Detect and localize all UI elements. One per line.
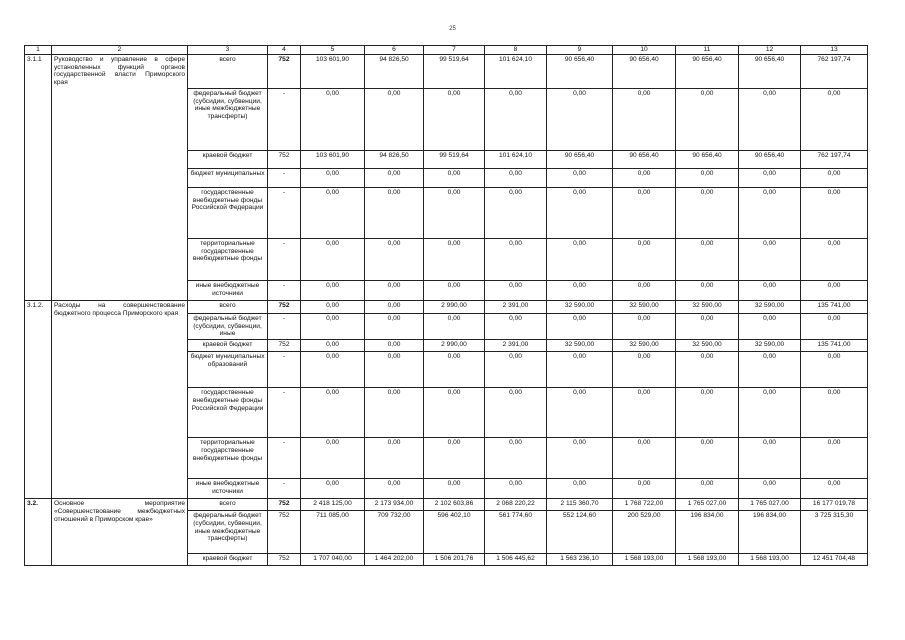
amount-cell: 0,00 [739, 388, 801, 438]
amount-cell: 552 124,60 [547, 511, 613, 554]
funding-source: федеральный бюджет (субсидии, субвенции, иные межбюджетные трансферты) [188, 511, 268, 554]
amount-cell: 0,00 [801, 238, 868, 280]
amount-cell: 596 402,10 [424, 511, 485, 554]
grbs-code: - [268, 479, 301, 499]
table-row [25, 300, 868, 313]
amount-cell: 90 656,40 [739, 150, 801, 168]
amount-cell: 0,00 [547, 479, 613, 499]
amount-cell: 0,00 [424, 313, 485, 339]
amount-cell: 709 732,00 [365, 511, 424, 554]
amount-cell: 0,00 [547, 313, 613, 339]
amount-cell: 90 656,40 [547, 54, 613, 88]
amount-cell: 762 197,74 [801, 150, 868, 168]
amount-cell: 196 834,00 [739, 511, 801, 554]
amount-cell: 0,00 [739, 88, 801, 150]
grbs-code: - [268, 187, 301, 238]
item-code: 3.2. [25, 499, 52, 566]
grbs-code: 752 [268, 54, 301, 88]
amount-cell: 0,00 [801, 313, 868, 339]
funding-source: краевой бюджет [188, 150, 268, 168]
amount-cell: 0,00 [301, 238, 365, 280]
amount-cell: 0,00 [485, 168, 547, 187]
amount-cell: 101 624,10 [485, 150, 547, 168]
amount-cell: 0,00 [676, 438, 739, 479]
item-code: 3.1.1 [25, 54, 52, 300]
amount-cell: 0,00 [365, 479, 424, 499]
header-cell-6: 6 [365, 46, 424, 55]
amount-cell: 0,00 [424, 479, 485, 499]
budget-table-body [25, 46, 868, 566]
amount-cell: 94 826,50 [365, 150, 424, 168]
amount-cell: 0,00 [301, 438, 365, 479]
grbs-code: - [268, 88, 301, 150]
amount-cell: 0,00 [424, 187, 485, 238]
amount-cell: 0,00 [676, 313, 739, 339]
amount-cell: 0,00 [424, 352, 485, 388]
amount-cell: 0,00 [547, 88, 613, 150]
amount-cell: 2 102 603,86 [424, 499, 485, 511]
funding-source: территориальные государственные внебюджетные фонды [188, 238, 268, 280]
amount-cell: 0,00 [739, 168, 801, 187]
header-cell-4: 4 [268, 46, 301, 55]
header-cell-5: 5 [301, 46, 365, 55]
amount-cell: 0,00 [301, 352, 365, 388]
amount-cell: 0,00 [739, 352, 801, 388]
amount-cell: 90 656,40 [676, 150, 739, 168]
header-cell-9: 9 [547, 46, 613, 55]
amount-cell: 0,00 [801, 280, 868, 300]
header-row [25, 46, 868, 55]
amount-cell: 0,00 [676, 168, 739, 187]
amount-cell: 0,00 [613, 438, 676, 479]
amount-cell: 1 765 027,00 [676, 499, 739, 511]
amount-cell: 2 391,00 [485, 300, 547, 313]
amount-cell: 12 451 704,48 [801, 554, 868, 566]
amount-cell: 0,00 [424, 168, 485, 187]
amount-cell: 0,00 [676, 388, 739, 438]
amount-cell: 0,00 [801, 187, 868, 238]
grbs-code: - [268, 168, 301, 187]
amount-cell: 0,00 [613, 280, 676, 300]
grbs-code: 752 [268, 554, 301, 566]
amount-cell: 32 590,00 [676, 340, 739, 352]
header-cell-3: 3 [188, 46, 268, 55]
amount-cell: 0,00 [485, 438, 547, 479]
funding-source: территориальные государственные внебюджетные фонды [188, 438, 268, 479]
header-cell-11: 11 [676, 46, 739, 55]
amount-cell: 0,00 [739, 479, 801, 499]
grbs-code: - [268, 438, 301, 479]
amount-cell: 1 765 027,00 [739, 499, 801, 511]
amount-cell: 1 506 445,62 [485, 554, 547, 566]
table-row [25, 499, 868, 511]
amount-cell: 103 601,90 [301, 54, 365, 88]
amount-cell: 0,00 [547, 388, 613, 438]
item-code: 3.1.2. [25, 300, 52, 498]
funding-source: иные внебюджетные источники [188, 479, 268, 499]
amount-cell: 90 656,40 [676, 54, 739, 88]
amount-cell: 3 725 315,30 [801, 511, 868, 554]
header-cell-2: 2 [52, 46, 188, 55]
amount-cell: 0,00 [801, 438, 868, 479]
grbs-code: - [268, 388, 301, 438]
amount-cell: 0,00 [365, 168, 424, 187]
amount-cell: 0,00 [301, 88, 365, 150]
amount-cell: 103 601,90 [301, 150, 365, 168]
grbs-code: 752 [268, 340, 301, 352]
amount-cell: 561 774,60 [485, 511, 547, 554]
amount-cell: 2 990,00 [424, 340, 485, 352]
amount-cell: 32 590,00 [547, 300, 613, 313]
amount-cell: 0,00 [547, 238, 613, 280]
amount-cell: 0,00 [485, 238, 547, 280]
amount-cell: 0,00 [739, 313, 801, 339]
amount-cell: 0,00 [739, 280, 801, 300]
amount-cell: 16 177 019,78 [801, 499, 868, 511]
table-row [25, 54, 868, 88]
budget-table [24, 45, 868, 566]
amount-cell: 1 568 193,00 [676, 554, 739, 566]
amount-cell: 32 590,00 [613, 340, 676, 352]
amount-cell: 0,00 [301, 300, 365, 313]
amount-cell: 0,00 [613, 238, 676, 280]
amount-cell: 1 568 193,00 [739, 554, 801, 566]
amount-cell: 0,00 [739, 438, 801, 479]
amount-cell: 0,00 [365, 352, 424, 388]
amount-cell: 99 519,64 [424, 54, 485, 88]
funding-source: иные внебюджетные источники [188, 280, 268, 300]
item-name: Основное мероприятие «Совершенствование межбюджетных отношений в Приморском крае» [52, 499, 188, 566]
amount-cell: 0,00 [485, 479, 547, 499]
amount-cell: 1 568 193,00 [613, 554, 676, 566]
amount-cell: 32 590,00 [676, 300, 739, 313]
funding-source: всего [188, 54, 268, 88]
grbs-code: 752 [268, 300, 301, 313]
header-cell-7: 7 [424, 46, 485, 55]
amount-cell: 90 656,40 [613, 54, 676, 88]
amount-cell: 0,00 [801, 479, 868, 499]
amount-cell: 0,00 [485, 88, 547, 150]
amount-cell: 0,00 [613, 313, 676, 339]
header-cell-8: 8 [485, 46, 547, 55]
amount-cell: 0,00 [301, 313, 365, 339]
header-cell-13: 13 [801, 46, 868, 55]
amount-cell: 0,00 [676, 280, 739, 300]
amount-cell: 32 590,00 [613, 300, 676, 313]
amount-cell: 2 173 934,00 [365, 499, 424, 511]
amount-cell: 0,00 [301, 340, 365, 352]
grbs-code: - [268, 352, 301, 388]
amount-cell: 0,00 [301, 280, 365, 300]
amount-cell: 0,00 [424, 438, 485, 479]
amount-cell: 2 068 220,22 [485, 499, 547, 511]
funding-source: бюджет муниципальных [188, 168, 268, 187]
amount-cell: 0,00 [301, 187, 365, 238]
item-name: Руководство и управление в сфере установленных функций органов государственной власти Приморского края [52, 54, 188, 300]
amount-cell: 0,00 [301, 388, 365, 438]
amount-cell: 762 197,74 [801, 54, 868, 88]
amount-cell: 90 656,40 [739, 54, 801, 88]
amount-cell: 0,00 [676, 238, 739, 280]
funding-source: государственные внебюджетные фонды Российской Федерации [188, 187, 268, 238]
header-cell-12: 12 [739, 46, 801, 55]
amount-cell: 0,00 [801, 388, 868, 438]
grbs-code: - [268, 280, 301, 300]
amount-cell: 0,00 [613, 168, 676, 187]
amount-cell: 99 519,64 [424, 150, 485, 168]
amount-cell: 1 707 040,00 [301, 554, 365, 566]
amount-cell: 0,00 [365, 300, 424, 313]
amount-cell: 0,00 [365, 280, 424, 300]
amount-cell: 94 826,50 [365, 54, 424, 88]
grbs-code: 752 [268, 150, 301, 168]
amount-cell: 0,00 [739, 238, 801, 280]
item-name: Расходы на совершенствование бюджетного процесса Приморского края [52, 300, 188, 498]
amount-cell: 32 590,00 [739, 340, 801, 352]
grbs-code: 752 [268, 511, 301, 554]
amount-cell: 1 768 722,00 [613, 499, 676, 511]
funding-source: государственные внебюджетные фонды Российской Федерации [188, 388, 268, 438]
amount-cell: 0,00 [676, 88, 739, 150]
amount-cell: 2 391,00 [485, 340, 547, 352]
amount-cell: 0,00 [613, 479, 676, 499]
amount-cell: 90 656,40 [547, 150, 613, 168]
funding-source: федеральный бюджет (субсидии, субвенции, иные межбюджетные трансферты) [188, 88, 268, 150]
amount-cell: 2 418 125,00 [301, 499, 365, 511]
amount-cell: 0,00 [424, 238, 485, 280]
amount-cell: 711 085,00 [301, 511, 365, 554]
amount-cell: 0,00 [676, 352, 739, 388]
amount-cell: 0,00 [613, 187, 676, 238]
funding-source: бюджет муниципальных образований [188, 352, 268, 388]
amount-cell: 32 590,00 [547, 340, 613, 352]
amount-cell: 90 656,40 [613, 150, 676, 168]
funding-source: краевой бюджет [188, 340, 268, 352]
grbs-code: - [268, 238, 301, 280]
amount-cell: 0,00 [547, 280, 613, 300]
funding-source: федеральный бюджет (субсидии, субвенции, иные [188, 313, 268, 339]
amount-cell: 0,00 [613, 388, 676, 438]
amount-cell: 0,00 [365, 388, 424, 438]
amount-cell: 2 990,00 [424, 300, 485, 313]
amount-cell: 0,00 [676, 187, 739, 238]
amount-cell: 0,00 [365, 88, 424, 150]
amount-cell: 0,00 [801, 88, 868, 150]
amount-cell: 0,00 [485, 280, 547, 300]
amount-cell: 0,00 [424, 88, 485, 150]
funding-source: всего [188, 499, 268, 511]
amount-cell: 0,00 [613, 352, 676, 388]
amount-cell: 0,00 [485, 352, 547, 388]
amount-cell: 200 529,00 [613, 511, 676, 554]
amount-cell: 101 624,10 [485, 54, 547, 88]
header-cell-1: 1 [25, 46, 52, 55]
grbs-code: 752 [268, 499, 301, 511]
amount-cell: 32 590,00 [739, 300, 801, 313]
amount-cell: 0,00 [365, 340, 424, 352]
amount-cell: 0,00 [801, 352, 868, 388]
amount-cell: 0,00 [613, 88, 676, 150]
amount-cell: 135 741,00 [801, 300, 868, 313]
grbs-code: - [268, 313, 301, 339]
amount-cell: 0,00 [547, 168, 613, 187]
amount-cell: 0,00 [485, 388, 547, 438]
amount-cell: 1 506 201,76 [424, 554, 485, 566]
amount-cell: 196 834,00 [676, 511, 739, 554]
amount-cell: 0,00 [485, 313, 547, 339]
amount-cell: 2 115 360,70 [547, 499, 613, 511]
amount-cell: 135 741,00 [801, 340, 868, 352]
amount-cell: 0,00 [365, 313, 424, 339]
amount-cell: 0,00 [365, 438, 424, 479]
amount-cell: 1 563 236,10 [547, 554, 613, 566]
funding-source: всего [188, 300, 268, 313]
amount-cell: 0,00 [301, 168, 365, 187]
amount-cell: 0,00 [365, 187, 424, 238]
amount-cell: 0,00 [424, 388, 485, 438]
amount-cell: 0,00 [485, 187, 547, 238]
amount-cell: 0,00 [801, 168, 868, 187]
amount-cell: 0,00 [301, 479, 365, 499]
amount-cell: 0,00 [365, 238, 424, 280]
header-cell-10: 10 [613, 46, 676, 55]
page-number: 25 [449, 26, 456, 32]
amount-cell: 0,00 [547, 438, 613, 479]
funding-source: краевой бюджет [188, 554, 268, 566]
amount-cell: 1 464 202,00 [365, 554, 424, 566]
amount-cell: 0,00 [676, 479, 739, 499]
amount-cell: 0,00 [547, 352, 613, 388]
amount-cell: 0,00 [739, 187, 801, 238]
amount-cell: 0,00 [547, 187, 613, 238]
amount-cell: 0,00 [424, 280, 485, 300]
